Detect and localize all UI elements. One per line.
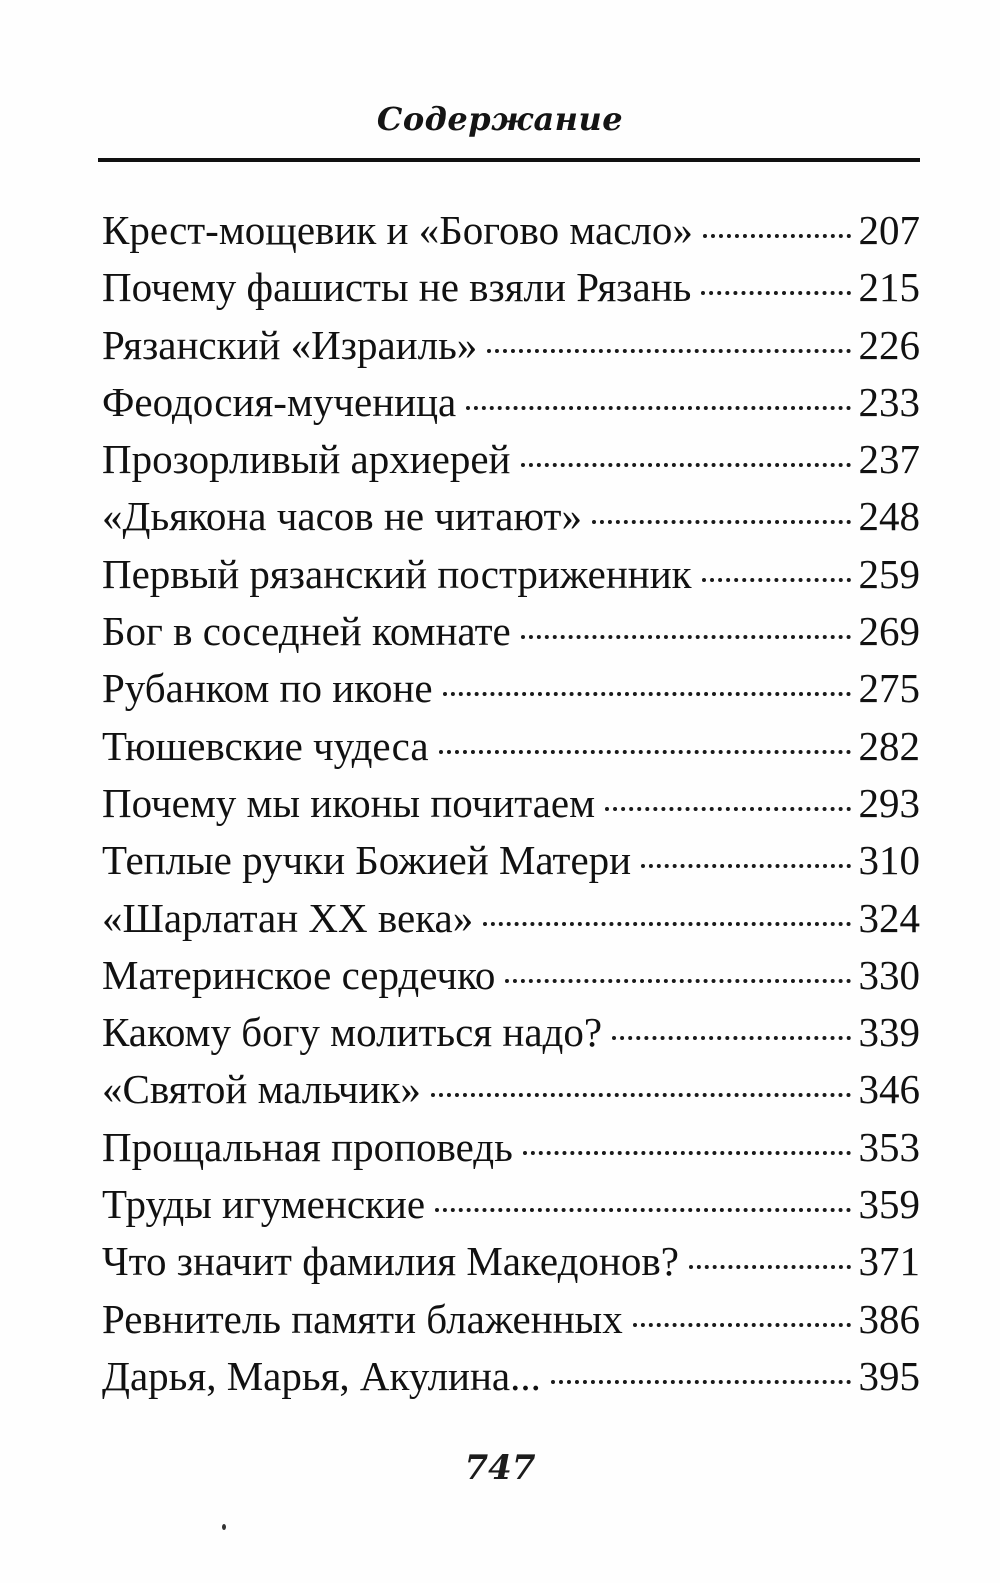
print-speck [222,1524,226,1530]
toc-entry-page: 293 [858,779,920,826]
toc-leader-dots [703,234,851,238]
toc-entry [102,1065,920,1122]
toc-leader-dots [435,1208,850,1212]
toc-entry-page: 359 [858,1181,920,1228]
toc-entry-page: 226 [858,321,920,368]
toc-entry-title: Прозорливый архиерей [102,436,511,483]
toc-entry-page: 339 [858,1009,920,1056]
toc-leader-dots [466,406,850,410]
toc-entry-page: 353 [858,1123,920,1170]
toc-entry-title: «Дьякона часов не читают» [102,493,582,540]
toc-leader-dots [443,692,851,696]
toc-entry-title: Прощальная проповедь [102,1123,513,1170]
toc-leader-dots [521,635,851,639]
toc-entry-title: «Святой мальчик» [102,1066,421,1113]
toc-entry-page: 259 [858,550,920,597]
toc-entry-title: Феодосия-мученица [102,378,457,425]
toc-entry-page: 371 [858,1238,920,1285]
toc-entry-title: Труды игуменские [102,1181,426,1228]
toc-entry-title: Первый рязанский постриженник [102,550,692,597]
toc-entry [102,1295,920,1352]
toc-entry-page: 310 [858,837,920,884]
toc-leader-dots [521,463,851,467]
toc-entry-title: Рязанский «Израиль» [102,321,478,368]
running-header-title: Содержание [376,100,624,138]
toc-entry [102,836,920,893]
toc-entry-title: Что значит фамилия Македонов? [102,1238,679,1285]
toc-entry-page: 324 [858,894,920,941]
toc-leader-dots [592,520,851,524]
toc-entry [102,722,920,779]
toc-entry-title: «Шарлатан XX века» [102,894,474,941]
toc-entry [102,1352,920,1409]
table-of-contents [102,206,920,1409]
toc-entry [102,492,920,549]
toc-entry [102,951,920,1008]
toc-entry [102,664,920,721]
toc-entry-title: Крест-мощевик и «Богово масло» [102,207,693,253]
toc-leader-dots [633,1323,851,1327]
toc-leader-dots [641,864,850,868]
header-rule [98,158,920,162]
toc-leader-dots [605,807,850,811]
toc-leader-dots [487,349,850,353]
toc-entry-title: Дарья, Марья, Акулина... [102,1352,541,1399]
toc-entry-title: Тюшевские чудеса [102,722,429,769]
toc-entry-page: 395 [858,1352,920,1399]
page-number: 747 [464,1448,536,1488]
toc-entry [102,550,920,607]
toc-entry [102,263,920,320]
toc-leader-dots [689,1265,851,1269]
toc-entry-title: Почему мы иконы почитаем [102,779,596,826]
toc-entry-title: Ревнитель памяти блаженных [102,1295,623,1342]
toc-leader-dots [523,1151,851,1155]
toc-entry-title: Почему фашисты не взяли Рязань [102,264,692,311]
toc-entry [102,321,920,378]
toc-entry-page: 215 [858,264,920,311]
toc-entry-title: Теплые ручки Божией Матери [102,837,632,884]
toc-entry [102,779,920,836]
toc-leader-dots [505,979,850,983]
toc-entry-page: 330 [858,951,920,998]
toc-leader-dots [612,1036,850,1040]
toc-entry-title: Рубанком по иконе [102,665,433,712]
toc-entry-page: 233 [858,378,920,425]
toc-entry [102,894,920,951]
toc-entry-page: 237 [858,436,920,483]
toc-entry-page: 207 [858,207,920,253]
toc-entry [102,435,920,492]
toc-entry [102,1237,920,1294]
toc-entry [102,378,920,435]
toc-leader-dots [701,291,850,295]
toc-leader-dots [551,1380,851,1384]
toc-entry [102,206,920,263]
toc-leader-dots [439,750,851,754]
toc-entry-page: 282 [858,722,920,769]
toc-entry-title: Материнское сердечко [102,951,496,998]
toc-entry-page: 386 [858,1295,920,1342]
toc-entry [102,1008,920,1065]
toc-entry-page: 269 [858,608,920,655]
toc-entry-page: 275 [858,665,920,712]
toc-entry-title: Бог в соседней комнате [102,608,511,655]
toc-entry [102,1180,920,1237]
toc-entry [102,607,920,664]
toc-leader-dots [431,1093,851,1097]
toc-entry-title: Какому богу молиться надо? [102,1009,603,1056]
toc-entry-page: 248 [858,493,920,540]
toc-leader-dots [483,922,850,926]
toc-leader-dots [702,578,851,582]
toc-entry-page: 346 [858,1066,920,1113]
toc-entry [102,1123,920,1180]
